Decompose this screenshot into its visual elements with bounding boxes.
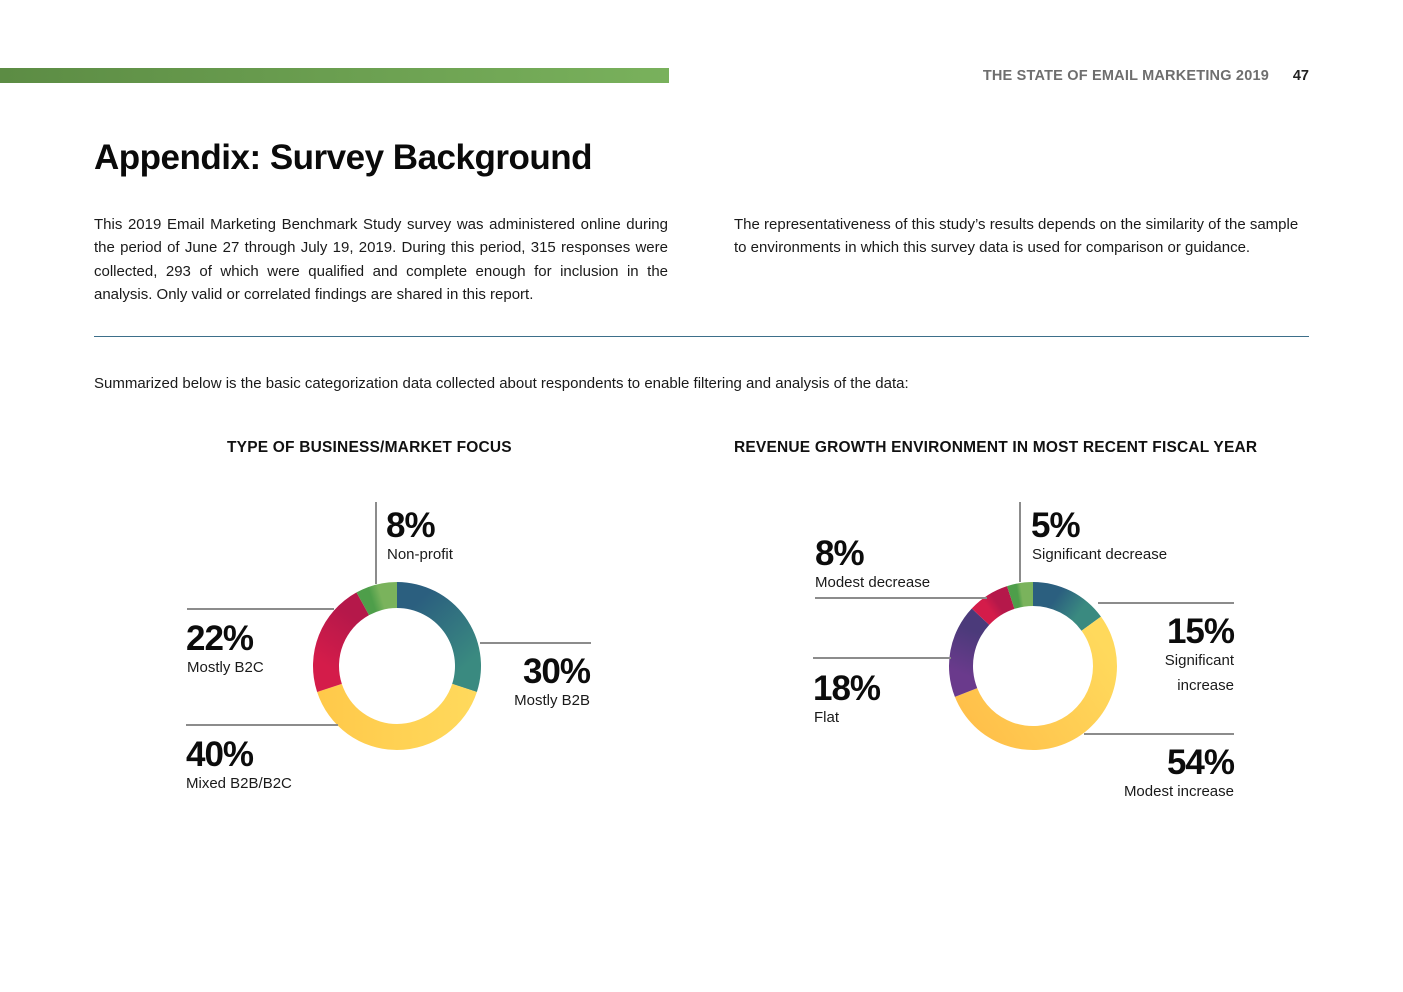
label-mostly-b2c: Mostly B2C (187, 659, 264, 676)
chart-title-business-focus: TYPE OF BUSINESS/MARKET FOCUS (227, 439, 512, 456)
donut-slice-mostly-b2b (397, 582, 481, 692)
donut-slice-significant-increase (1033, 582, 1101, 631)
page-number: 47 (1292, 68, 1309, 84)
pct-significant-increase: 15% (1166, 612, 1234, 651)
label-significant-increase-line2: increase (1177, 677, 1234, 694)
pct-mixed: 40% (186, 735, 254, 774)
pct-mostly-b2b: 30% (522, 652, 590, 691)
pct-significant-decrease: 5% (1031, 506, 1080, 545)
label-flat: Flat (814, 709, 840, 726)
pct-mostly-b2c: 22% (186, 619, 254, 658)
pct-non-profit: 8% (386, 506, 435, 545)
page-title: Appendix: Survey Background (94, 138, 592, 177)
donut-slice-mostly-b2c (313, 592, 369, 692)
pct-modest-increase: 54% (1166, 743, 1234, 782)
label-mixed: Mixed B2B/B2C (186, 775, 292, 792)
label-significant-decrease: Significant decrease (1032, 546, 1168, 563)
donut-slice-flat (949, 608, 989, 696)
donut-chart-revenue-growth (949, 582, 1117, 750)
intro-paragraph-right: The representativeness of this study’s results depends on the similarity of the sample to environments in which this survey data is used for comparison or guidance. (734, 216, 1299, 257)
intro-paragraph-left: This 2019 Email Marketing Benchmark Study survey was administered online during the period of June 27 through July 19, 2019. During this period, 315 responses were collected, 293 of which were qualified and complete enough for inclusion in the analysis. Only valid or correlated findings are shared in this report. (94, 216, 668, 303)
label-mostly-b2b: Mostly B2B (514, 692, 590, 709)
label-modest-increase: Modest increase (1123, 783, 1234, 800)
pct-modest-decrease: 8% (815, 534, 864, 573)
donut-slice-mixed-b2b-b2c (317, 684, 477, 750)
callouts-revenue-growth (813, 502, 1235, 800)
label-non-profit: Non-profit (387, 546, 453, 563)
pct-flat: 18% (813, 669, 881, 708)
label-modest-decrease: Modest decrease (815, 574, 931, 591)
label-significant-increase-line1: Significant (1164, 652, 1234, 669)
summary-text: Summarized below is the basic categorization data collected about respondents to enable filtering and analysis of the data: (94, 375, 909, 392)
chart-title-revenue-growth: REVENUE GROWTH ENVIRONMENT IN MOST RECENT FISCAL YEAR (734, 439, 1258, 456)
report-title: THE STATE OF EMAIL MARKETING 2019 (982, 68, 1269, 84)
donut-chart-business-focus (313, 582, 481, 750)
